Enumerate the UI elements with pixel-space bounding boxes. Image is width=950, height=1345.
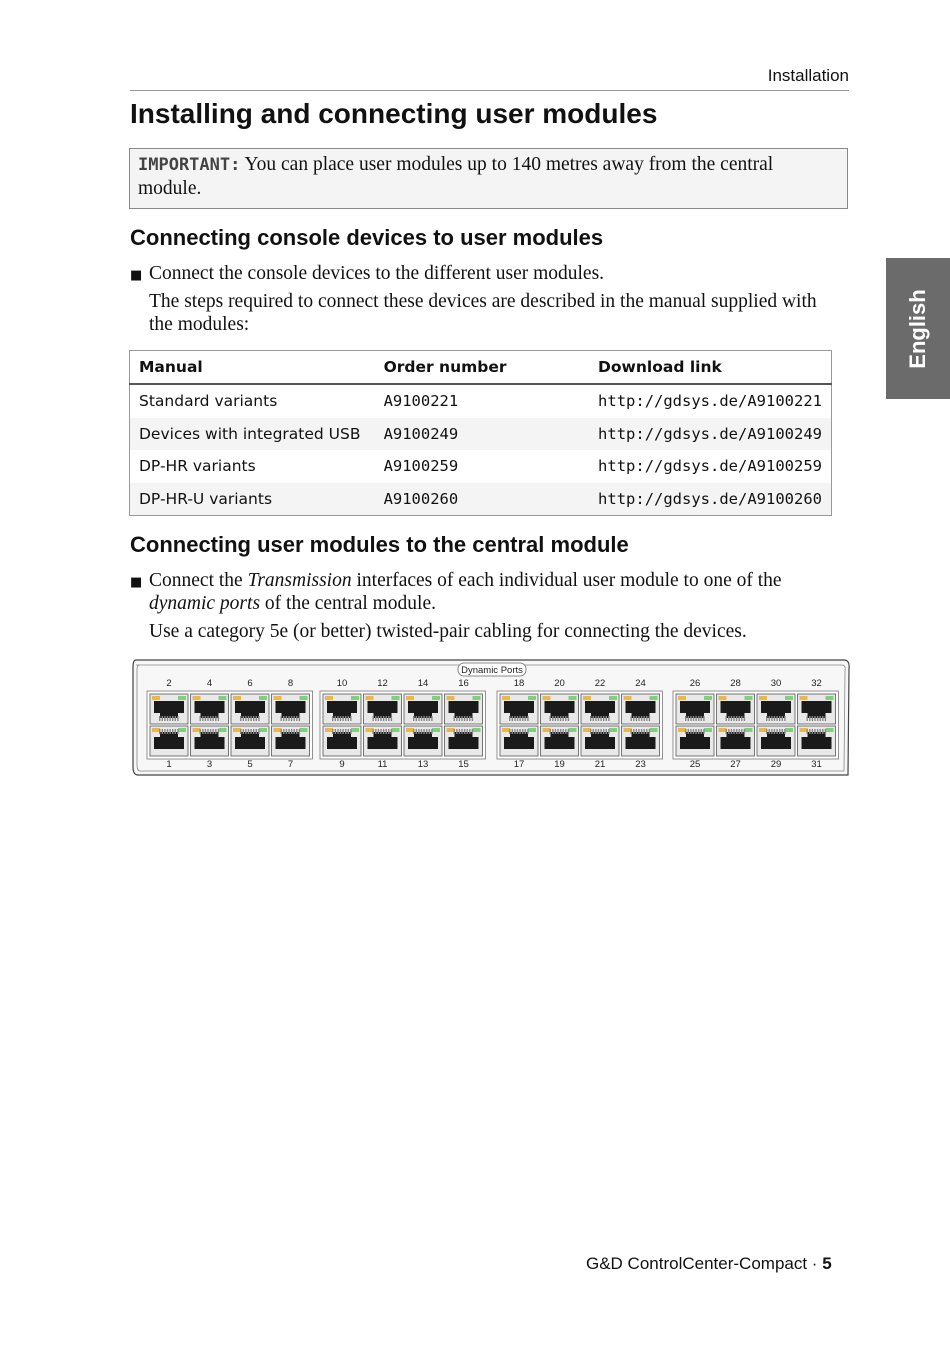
rj45-port[interactable]	[323, 726, 361, 756]
port-number-label: 13	[417, 759, 429, 770]
rj45-port[interactable]	[622, 694, 660, 724]
table-header: Order number	[375, 351, 589, 385]
rj45-port[interactable]	[323, 694, 361, 724]
table-cell: DP-HR variants	[139, 457, 256, 476]
port-number-label: 10	[336, 678, 348, 689]
table-cell: A9100249	[375, 418, 589, 451]
rj45-port[interactable]	[445, 726, 483, 756]
rj45-port[interactable]	[500, 726, 538, 756]
manual-table	[129, 350, 832, 516]
rj45-port[interactable]	[191, 694, 229, 724]
rj45-port[interactable]	[717, 726, 755, 756]
port-number-label: 30	[770, 678, 782, 689]
body-text-central: Use a category 5e (or better) twisted-pair cabling for connecting the devices.	[149, 621, 747, 642]
bullet-marker: ■	[130, 268, 143, 283]
port-number-label: 21	[594, 759, 606, 770]
port-number-label: 6	[247, 678, 253, 689]
table-row	[130, 450, 832, 483]
rj45-port[interactable]	[364, 694, 402, 724]
port-number-label: 2	[166, 678, 172, 689]
section-name: Installation	[767, 66, 849, 85]
page-footer	[586, 1254, 832, 1274]
table-cell: A9100260	[375, 483, 589, 516]
body-text-console: The steps required to connect these devices are described in the manual supplied with the modules:	[149, 291, 817, 335]
table-row	[130, 418, 832, 451]
rj45-port[interactable]	[500, 694, 538, 724]
term-dynamic-ports: dynamic ports	[149, 593, 261, 614]
rj45-port[interactable]	[676, 726, 714, 756]
page-title: Installing and connecting user modules	[130, 98, 658, 129]
running-header	[130, 66, 849, 91]
port-number-label: 11	[377, 759, 388, 770]
table-header: Manual	[130, 351, 375, 385]
port-number-label: 24	[635, 678, 646, 689]
table-cell: DP-HR-U variants	[130, 483, 375, 516]
port-number-label: 12	[377, 678, 388, 689]
table-header-row	[130, 351, 832, 385]
table-cell: Standard variants	[139, 392, 278, 411]
table-header: Download link	[589, 351, 831, 385]
rj45-port[interactable]	[404, 726, 442, 756]
port-number-label: 29	[770, 759, 782, 770]
port-number-label: 25	[689, 759, 701, 770]
page-number: 5	[822, 1254, 832, 1273]
rj45-port[interactable]	[272, 726, 310, 756]
important-note	[129, 148, 848, 209]
rj45-port[interactable]	[757, 694, 795, 724]
rj45-port[interactable]	[541, 726, 579, 756]
port-number-label: 18	[513, 678, 525, 689]
port-number-label: 14	[417, 678, 429, 689]
bullet-item-central	[130, 569, 845, 614]
rj45-port[interactable]	[581, 726, 619, 756]
port-number-label: 20	[554, 678, 565, 689]
language-tab[interactable]	[886, 258, 950, 399]
rj45-port[interactable]	[581, 694, 619, 724]
section-heading-console: Connecting console devices to user modules	[130, 225, 604, 250]
bullet-marker: ■	[130, 575, 143, 590]
rj45-port[interactable]	[272, 694, 310, 724]
rj45-port[interactable]	[364, 726, 402, 756]
important-text: You can place user modules up to 140 metres away from the central module.	[138, 154, 774, 199]
rj45-port[interactable]	[150, 694, 188, 724]
table-cell: A9100221	[383, 392, 459, 411]
port-number-label: 17	[513, 759, 525, 770]
port-number-label: 3	[206, 759, 213, 770]
rj45-port[interactable]	[757, 726, 795, 756]
language-tab-label: English	[905, 288, 930, 369]
port-number-label: 22	[594, 678, 606, 689]
rj45-port[interactable]	[676, 694, 714, 724]
port-number-label: 23	[635, 759, 646, 770]
port-number-label: 9	[339, 759, 345, 770]
table-cell: A9100259	[383, 457, 459, 476]
port-number-label: 1	[166, 759, 172, 770]
download-link[interactable]: http://gdsys.de/A9100259	[598, 457, 822, 476]
section-heading-central: Connecting user modules to the central module	[130, 532, 629, 557]
rj45-port[interactable]	[231, 726, 269, 756]
port-number-label: 27	[730, 759, 741, 770]
table-row	[130, 384, 832, 418]
download-link[interactable]: http://gdsys.de/A9100249	[589, 418, 831, 451]
table-row	[130, 483, 832, 516]
rj45-port[interactable]	[150, 726, 188, 756]
port-number-label: 19	[554, 759, 565, 770]
bullet-item-console	[130, 262, 845, 287]
rj45-port[interactable]	[541, 694, 579, 724]
port-number-label: 32	[811, 678, 822, 689]
port-number-label: 31	[811, 759, 822, 770]
port-number-label: 16	[458, 678, 469, 689]
bullet-text: Connect the Transmission interfaces of each individual user module to one of the dynamic ports of the central module.	[149, 570, 782, 614]
port-number-label: 5	[247, 759, 253, 770]
dynamic-ports-panel	[130, 657, 852, 779]
port-number-label: 28	[730, 678, 741, 689]
port-number-label: 8	[287, 678, 294, 689]
rj45-port[interactable]	[717, 694, 755, 724]
footer-product: G&D ControlCenter-Compact ·	[586, 1254, 823, 1273]
download-link[interactable]: http://gdsys.de/A9100221	[598, 392, 822, 411]
port-number-label: 15	[458, 759, 469, 770]
rj45-port[interactable]	[191, 726, 229, 756]
port-number-label: 4	[206, 678, 213, 689]
port-number-label: 26	[689, 678, 701, 689]
table-cell: Devices with integrated USB	[130, 418, 375, 451]
rj45-port[interactable]	[404, 694, 442, 724]
panel-label: Dynamic Ports	[461, 665, 523, 676]
rj45-port[interactable]	[445, 694, 483, 724]
rj45-port[interactable]	[231, 694, 269, 724]
term-transmission: Transmission	[247, 570, 352, 591]
rj45-port[interactable]	[622, 726, 660, 756]
bullet-text: Connect the console devices to the different user modules.	[149, 263, 605, 284]
port-number-label: 7	[287, 759, 294, 770]
rj45-port[interactable]	[798, 694, 836, 724]
download-link[interactable]: http://gdsys.de/A9100260	[589, 483, 831, 516]
rj45-port[interactable]	[798, 726, 836, 756]
important-label: IMPORTANT:	[138, 155, 241, 175]
